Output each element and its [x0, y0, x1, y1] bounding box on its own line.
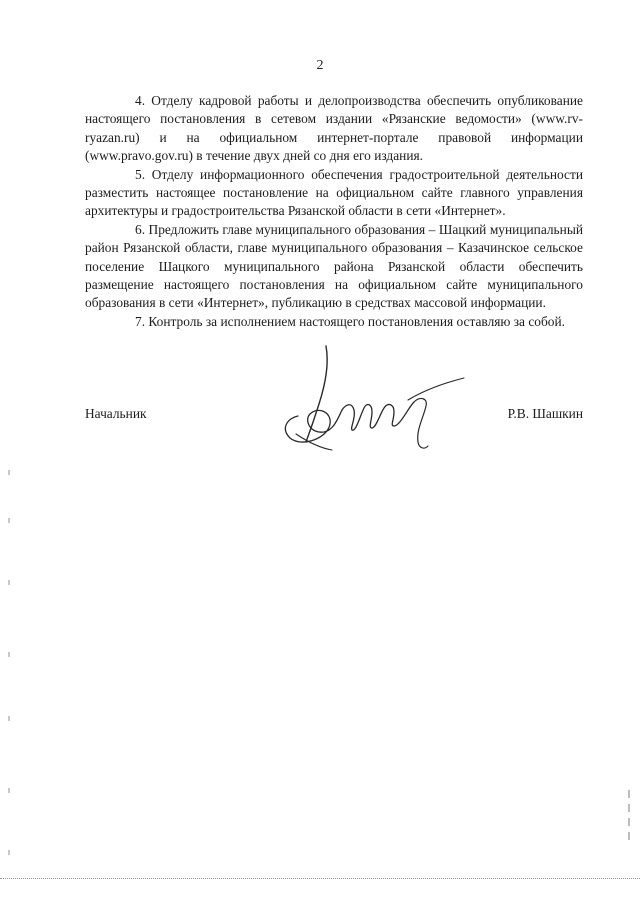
paragraph-5: 5. Отделу информационного обеспечения градостроительной деятельности разместить настоящее постановление на официальном сайте главного управления архитектуры и градостроительства Рязанской области в сети «Интернет». — [85, 166, 583, 219]
paragraph-7: 7. Контроль за исполнением настоящего постановления оставляю за собой. — [135, 313, 566, 329]
bottom-edge-line — [0, 878, 640, 880]
paragraph-6: 6. Предложить главе муниципального образования – Шацкий муниципальный район Рязанской области, главе муниципального образования – Казачинское сельское поселение Шацкого муниципального района Рязанской области обеспечить размещение настоящего постановления на официальном сайте муниципального образования в сети «Интернет», публикацию в средствах массовой информации. — [85, 221, 583, 311]
scan-artifacts-right — [628, 790, 632, 850]
scan-artifacts-left — [8, 470, 12, 870]
paragraph-4: 4. Отделу кадровой работы и делопроизводства обеспечить опубликование настоящего постановления в сетевом издании «Рязанские ведомости» (www.rv-ryazan.ru) и на официальном интернет-портале правовой информации (www.pravo.gov.ru) в течение двух дней со дня его издания. — [85, 93, 583, 164]
signatory-name: Р.В. Шашкин — [507, 406, 583, 421]
document-body — [85, 92, 583, 331]
signature-block — [85, 398, 583, 428]
page-number: 2 — [316, 58, 324, 73]
signatory-title: Начальник — [85, 406, 147, 421]
